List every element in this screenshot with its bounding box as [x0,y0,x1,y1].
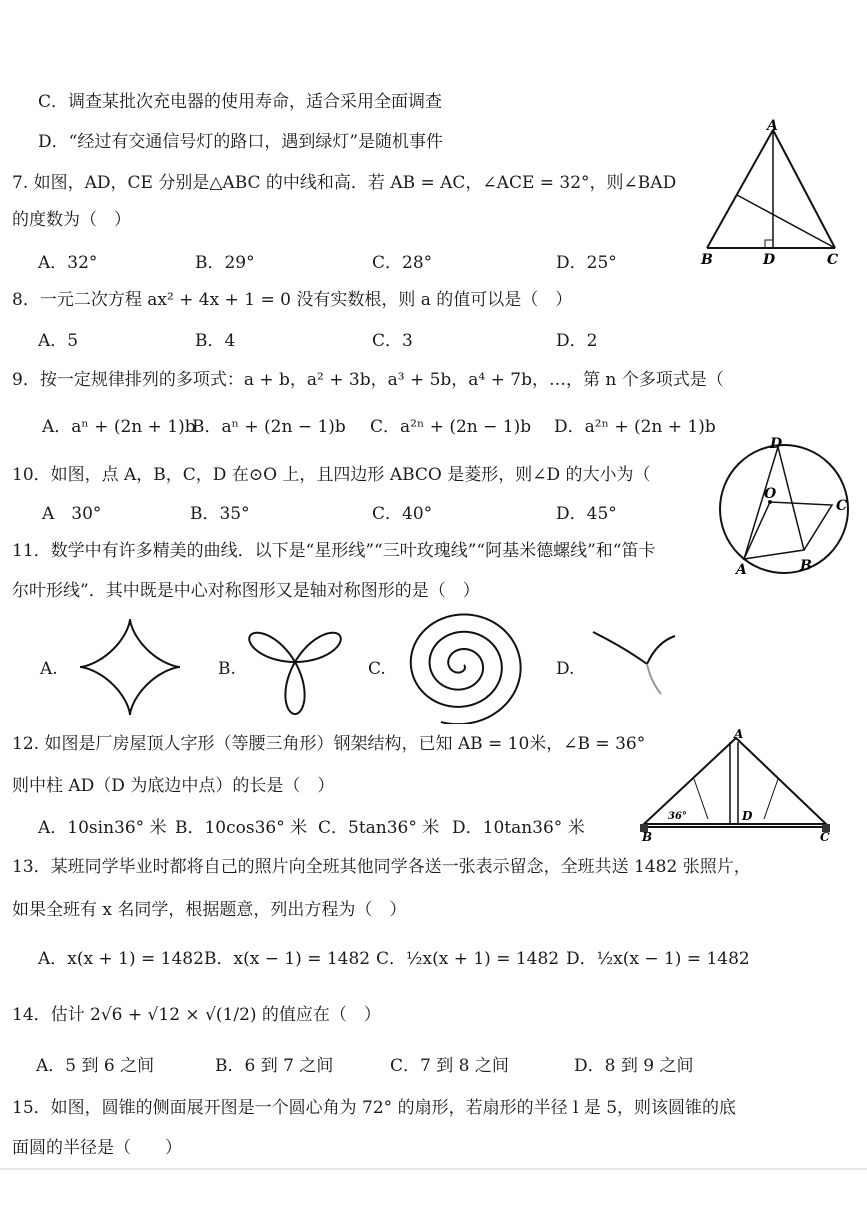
q10-option-b: B．35° [190,504,250,524]
question-8-text: 8．一元二次方程 ax² + 4x + 1 = 0 没有实数根，则 a 的值可以是（ ） [12,290,573,310]
question-12-text-cont: 则中柱 AD（D 为底边中点）的长是（ ） [12,776,335,796]
question-13-text-cont: 如果全班有 x 名同学，根据题意，列出方程为（ ） [12,900,407,920]
q8-option-a: A．5 [38,331,79,351]
question-11-text-cont: 尔叶形线”．其中既是中心对称图形又是轴对称图形的是（ ） [12,581,480,601]
label-a: A [767,118,778,134]
q9-option-c: C．a²ⁿ + (2n − 1)b [370,417,532,437]
label-c: C [827,252,839,268]
q13-option-d: D．½x(x − 1) = 1482 [566,949,750,969]
archimedean-spiral-curve [395,610,530,724]
q11-option-d: D. [556,659,575,679]
q11-option-a: A. [40,659,58,679]
q13-option-c: C．½x(x + 1) = 1482 [376,949,560,969]
label-a: A [736,562,747,578]
q14-option-c: C．7 到 8 之间 [390,1056,509,1076]
q12-option-a: A．10sin36° 米 [38,818,167,838]
label-angle: 36° [668,811,687,822]
triangle-figure [695,118,855,268]
astroid-curve [70,612,190,722]
q13-option-b: B．x(x − 1) = 1482 [204,949,371,969]
label-b: B [701,252,713,268]
label-b: B [642,830,653,844]
roof-truss-figure [636,724,836,844]
q13-option-a: A．x(x + 1) = 1482 [38,949,204,969]
q14-option-a: A．5 到 6 之间 [36,1056,155,1076]
q8-option-b: B．4 [195,331,236,351]
q7-option-a: A．32° [38,253,98,273]
q12-option-d: D．10tan36° 米 [452,818,585,838]
question-14-text: 14．估计 2√6 + √12 × √(1/2) 的值应在（ ） [12,1005,381,1025]
q9-option-a: A．aⁿ + (2n + 1)b [42,417,196,437]
q10-option-a: A 30° [42,504,102,524]
folium-of-descartes-curve [585,620,695,700]
question-11-text: 11．数学中有许多精美的曲线．以下是“星形线”“三叶玫瑰线”“阿基米德螺线”和“笛卡 [12,541,656,561]
label-d: D [763,252,776,268]
label-d: D [770,436,783,452]
q12-option-b: B．10cos36° 米 [175,818,308,838]
q7-option-b: B．29° [195,253,255,273]
question-7-text: 7. 如图，AD，CE 分别是△ABC 的中线和高．若 AB = AC，∠ACE = 32°，则∠BAD [12,173,677,193]
question-15-text-cont: 面圆的半径是（ ） [12,1138,182,1158]
option-d-previous: D．“经过有交通信号灯的路口，遇到绿灯”是随机事件 [38,132,444,152]
q9-option-d: D．a²ⁿ + (2n + 1)b [554,417,716,437]
question-10-text: 10．如图，点 A，B，C，D 在⊙O 上，且四边形 ABCO 是菱形，则∠D 的大小为（ [12,465,651,485]
q7-option-c: C．28° [372,253,433,273]
question-12-text: 12. 如图是厂房屋顶人字形（等腰三角形）钢架结构，已知 AB = 10米，∠B = 36° [12,734,646,754]
q14-option-d: D．8 到 9 之间 [574,1056,694,1076]
question-7-text-cont: 的度数为（ ） [12,210,131,230]
q14-option-b: B．6 到 7 之间 [215,1056,334,1076]
question-9-text: 9．按一定规律排列的多项式：a + b，a² + 3b，a³ + 5b，a⁴ + 7b，…，第 n 个多项式是（ [12,370,724,390]
label-c: C [836,498,848,514]
q7-option-d: D．25° [556,253,617,273]
question-15-text: 15．如图，圆锥的侧面展开图是一个圆心角为 72° 的扇形，若扇形的半径 l 是 5，则该圆锥的底 [12,1098,737,1118]
label-c: C [820,830,830,844]
q10-option-d: D．45° [556,504,617,524]
q11-option-b: B. [218,659,236,679]
q11-option-c: C. [368,659,386,679]
question-13-text: 13．某班同学毕业时都将自己的照片向全班其他同学各送一张表示留念，全班共送 1482 张照片， [12,857,751,877]
label-b: B [800,558,812,574]
q8-option-d: D．2 [556,331,598,351]
q9-option-b: B．aⁿ + (2n − 1)b [192,417,346,437]
q10-option-c: C．40° [372,504,433,524]
three-leaf-rose-curve [240,610,350,724]
q8-option-c: C．3 [372,331,413,351]
label-o: O [764,486,777,502]
q12-option-c: C．5tan36° 米 [318,818,440,838]
option-c-previous: C．调查某批次充电器的使用寿命，适合采用全面调查 [38,92,443,112]
circle-figure [708,432,866,580]
page-bottom-edge [0,1168,867,1170]
label-a: A [734,727,744,741]
label-d: D [742,809,753,823]
